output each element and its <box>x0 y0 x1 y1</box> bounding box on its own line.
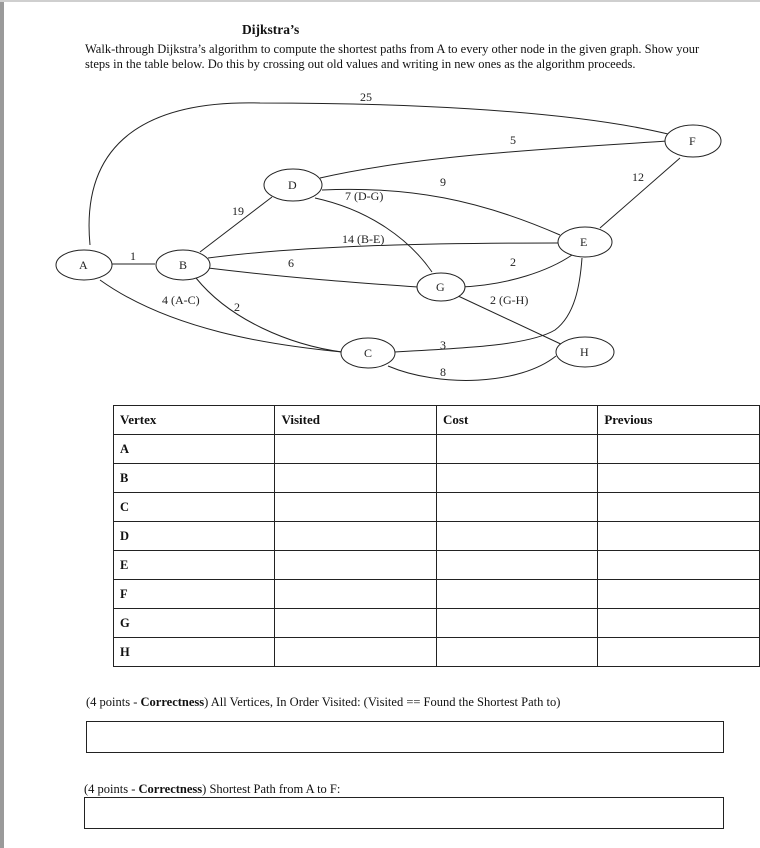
answer-box-shortest-path[interactable] <box>84 797 724 829</box>
q2-bold: Correctness <box>138 782 203 796</box>
node-label-f: F <box>689 134 696 148</box>
edge-a-f <box>89 103 668 245</box>
question-visit-order <box>86 695 560 710</box>
weight-c-e: 3 <box>440 338 446 352</box>
q1-bold: Correctness <box>140 695 205 709</box>
graph-diagram <box>0 0 760 400</box>
visited-cell[interactable] <box>275 464 437 493</box>
page-title: Dijkstra’s <box>242 22 300 37</box>
weight-d-e: 9 <box>440 175 446 189</box>
table-row <box>114 493 760 522</box>
question-shortest-path <box>84 782 340 797</box>
weight-d-g: 7 (D-G) <box>345 189 384 203</box>
cost-cell[interactable] <box>437 638 598 667</box>
table-row <box>114 580 760 609</box>
weight-b-g: 6 <box>288 256 294 270</box>
header-cost: Cost <box>437 406 598 435</box>
vertex-cell: E <box>114 551 275 580</box>
vertex-cell: B <box>114 464 275 493</box>
previous-cell[interactable] <box>598 435 760 464</box>
previous-cell[interactable] <box>598 551 760 580</box>
previous-cell[interactable] <box>598 493 760 522</box>
edge-d-f <box>320 141 668 178</box>
table-row <box>114 551 760 580</box>
cost-cell[interactable] <box>437 493 598 522</box>
q1-text: ) All Vertices, In Order Visited: (Visited == Found the Shortest Path to) <box>204 695 561 709</box>
previous-cell[interactable] <box>598 580 760 609</box>
previous-cell[interactable] <box>598 464 760 493</box>
vertex-cell: G <box>114 609 275 638</box>
cost-cell[interactable] <box>437 522 598 551</box>
table-row <box>114 609 760 638</box>
weight-b-c-2: 2 <box>234 300 240 314</box>
vertex-cell: A <box>114 435 275 464</box>
dijkstra-table <box>113 405 760 667</box>
cost-cell[interactable] <box>437 464 598 493</box>
vertex-cell: C <box>114 493 275 522</box>
edge-b-c <box>196 278 342 352</box>
visited-cell[interactable] <box>275 638 437 667</box>
weight-g-e: 2 <box>510 255 516 269</box>
previous-cell[interactable] <box>598 609 760 638</box>
weight-f-e: 12 <box>632 170 644 184</box>
visited-cell[interactable] <box>275 609 437 638</box>
table-row <box>114 464 760 493</box>
edge-a-c <box>100 280 342 352</box>
cost-cell[interactable] <box>437 609 598 638</box>
q2-points: (4 points - <box>84 782 139 796</box>
previous-cell[interactable] <box>598 522 760 551</box>
table-row <box>114 435 760 464</box>
q1-points: (4 points - <box>86 695 141 709</box>
cost-cell[interactable] <box>437 551 598 580</box>
table-row <box>114 638 760 667</box>
visited-cell[interactable] <box>275 435 437 464</box>
visited-cell[interactable] <box>275 522 437 551</box>
node-label-b: B <box>179 258 188 272</box>
weight-b-e: 14 (B-E) <box>342 232 385 246</box>
node-label-d: D <box>288 178 297 192</box>
weight-g-h: 2 (G-H) <box>490 293 529 307</box>
weight-b-c: 4 (A-C) <box>162 293 200 307</box>
cost-cell[interactable] <box>437 580 598 609</box>
cost-cell[interactable] <box>437 435 598 464</box>
table-row <box>114 522 760 551</box>
visited-cell[interactable] <box>275 580 437 609</box>
edge-b-g <box>208 268 418 287</box>
node-label-g: G <box>436 280 445 294</box>
edge-g-e <box>460 255 572 287</box>
node-label-e: E <box>580 235 588 249</box>
weight-a-b: 1 <box>130 249 136 263</box>
node-label-a: A <box>79 258 88 272</box>
header-visited: Visited <box>275 406 437 435</box>
visited-cell[interactable] <box>275 493 437 522</box>
node-label-h: H <box>580 345 589 359</box>
edge-c-e <box>394 258 582 352</box>
vertex-cell: F <box>114 580 275 609</box>
vertex-cell: H <box>114 638 275 667</box>
node-label-c: C <box>364 346 373 360</box>
previous-cell[interactable] <box>598 638 760 667</box>
header-previous: Previous <box>598 406 760 435</box>
weight-a-f: 25 <box>360 90 372 104</box>
visited-cell[interactable] <box>275 551 437 580</box>
weight-b-d: 19 <box>232 204 244 218</box>
weight-c-h: 8 <box>440 365 446 379</box>
answer-box-visit-order[interactable] <box>86 721 724 753</box>
edge-c-h <box>388 356 556 380</box>
q2-text: ) Shortest Path from A to F: <box>202 782 341 796</box>
edge-f-e <box>600 158 680 228</box>
weight-d-f: 5 <box>510 133 516 147</box>
instructions: Walk-through Dijkstra’s algorithm to compute the shortest paths from A to every other node in the given graph. Show your steps in the table below. Do this by crossing out old values and writing in new ones as the algorithm proceeds. <box>85 42 700 71</box>
table-header-row <box>114 406 760 435</box>
header-vertex: Vertex <box>114 406 275 435</box>
vertex-cell: D <box>114 522 275 551</box>
